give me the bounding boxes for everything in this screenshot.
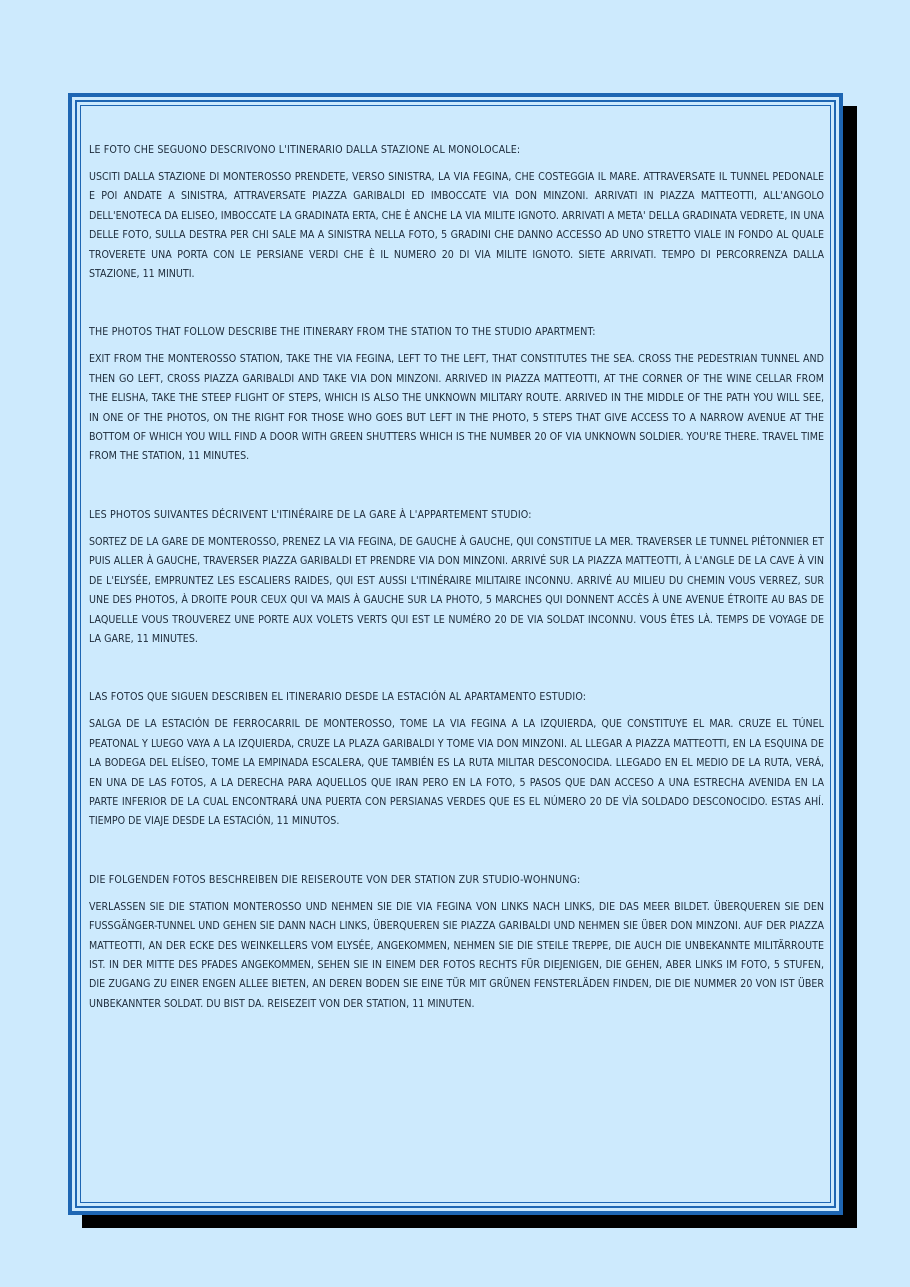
section-body: VERLASSEN SIE DIE STATION MONTEROSSO UND NEHMEN SIE DIE VIA FEGINA VON LINKS NACH LINKS, DIE DAS MEER BILDET. ÜBERQUEREN SIE DEN FUSSGÄNGER-TUNNEL UND GEHEN SIE DANN NACH LINKS, ÜBERQUEREN SIE PIAZZA GARIBALDI UND NEHMEN SIE ÜBER DON MINZONI. AUF DER PIAZZA MATTEOTTI, AN DER ECKE DES WEINKELLERS VOM ELYSÉE, ANGEKOMMEN, NEHMEN SIE DIE STEILE TREPPE, DIE AUCH DIE UNBEKANNTE MILITÄRROUTE IST. IN DER MITTE DES PFADES ANGEKOMMEN, SEHEN SIE IN EINEM DER FOTOS RECHTS FÜR DIEJENIGEN, DIE GEHEN, ABER LINKS IM FOTO, 5 STUFEN, DIE ZUGANG ZU EINER ENGEN ALLEE BIETEN, AN DEREN BODEN SIE EINE TÜR MIT GRÜNEN FENSTERLÄDEN FINDEN, DIE DIE NUMMER 20 VON IST ÜBER UNBEKANNTER SOLDAT. DU BIST DA. REISEZEIT VON DER STATION, 11 MINUTEN.: [89, 900, 824, 1010]
document-frame: [68, 93, 843, 1215]
section-english: [89, 325, 824, 466]
section-body: EXIT FROM THE MONTEROSSO STATION, TAKE THE VIA FEGINA, LEFT TO THE LEFT, THAT CONSTITUTES THE SEA. CROSS THE PEDESTRIAN TUNNEL AND THEN GO LEFT, CROSS PIAZZA GARIBALDI AND TAKE VIA DON MINZONI. ARRIVED IN PIAZZA MATTEOTTI, AT THE CORNER OF THE WINE CELLAR FROM THE ELISHA, TAKE THE STEEP FLIGHT OF STEPS, WHICH IS ALSO THE UNKNOWN MILITARY ROUTE. ARRIVED IN THE MIDDLE OF THE PATH YOU WILL SEE, IN ONE OF THE PHOTOS, ON THE RIGHT FOR THOSE WHO GOES BUT LEFT IN THE PHOTO, 5 STEPS THAT GIVE ACCESS TO A NARROW AVENUE AT THE BOTTOM OF WHICH YOU WILL FIND A DOOR WITH GREEN SHUTTERS WHICH IS THE NUMBER 20 OF VIA UNKNOWN SOLDIER. YOU'RE THERE. TRAVEL TIME FROM THE STATION, 11 MINUTES.: [89, 353, 824, 463]
section-french: [89, 508, 824, 649]
section-spanish: [89, 690, 824, 831]
section-heading: DIE FOLGENDEN FOTOS BESCHREIBEN DIE REISEROUTE VON DER STATION ZUR STUDIO-WOHNUNG:: [89, 873, 581, 886]
section-heading: LE FOTO CHE SEGUONO DESCRIVONO L'ITINERARIO DALLA STAZIONE AL MONOLOCALE:: [89, 144, 521, 156]
section-german: [89, 873, 824, 1014]
section-body: USCITI DALLA STAZIONE DI MONTEROSSO PRENDETE, VERSO SINISTRA, LA VIA FEGINA, CHE COSTEGGIA IL MARE. ATTRAVERSATE IL TUNNEL PEDONALE E POI ANDATE A SINISTRA, ATTRAVERSATE PIAZZA GARIBALDI ED IMBOCCATE VIA DON MINZONI. ARRIVATI IN PIAZZA MATTEOTTI, ALL'ANGOLO DELL'ENOTECA DA ELISEO, IMBOCCATE LA GRADINATA ERTA, CHE È ANCHE LA VIA MILITE IGNOTO. ARRIVATI A META' DELLA GRADINATA VEDRETE, IN UNA DELLE FOTO, SULLA DESTRA PER CHI SALE MA A SINISTRA NELLA FOTO, 5 GRADINI CHE DANNO ACCESSO AD UNO STRETTO VIALE IN FONDO AL QUALE TROVERETE UNA PORTA CON LE PERSIANE VERDI CHE È IL NUMERO 20 DI VIA MILITE IGNOTO. SIETE ARRIVATI. TEMPO DI PERCORRENZA DALLA STAZIONE, 11 MINUTI.: [89, 171, 824, 281]
section-heading: LAS FOTOS QUE SIGUEN DESCRIBEN EL ITINERARIO DESDE LA ESTACIÓN AL APARTAMENTO ESTUDIO:: [89, 691, 587, 704]
section-italian: [89, 143, 824, 284]
document-content: [89, 143, 824, 1055]
section-heading: LES PHOTOS SUIVANTES DÉCRIVENT L'ITINÉRAIRE DE LA GARE À L'APPARTEMENT STUDIO:: [89, 508, 532, 521]
section-body: SALGA DE LA ESTACIÓN DE FERROCARRIL DE MONTEROSSO, TOME LA VIA FEGINA A LA IZQUIERDA, QUE CONSTITUYE EL MAR. CRUZE EL TÚNEL PEATONAL Y LUEGO VAYA A LA IZQUIERDA, CRUZE LA PLAZA GARIBALDI Y TOME VIA DON MINZONI. AL LLEGAR A PIAZZA MATTEOTTI, EN LA ESQUINA DE LA BODEGA DEL ELÍSEO, TOME LA EMPINADA ESCALERA, QUE TAMBIÉN ES LA RUTA MILITAR DESCONOCIDA. LLEGADO EN EL MEDIO DE LA RUTA, VERÁ, EN UNA DE LAS FOTOS, A LA DERECHA PARA AQUELLOS QUE IRAN PERO EN LA FOTO, 5 PASOS QUE DAN ACCESO A UNA ESTRECHA AVENIDA EN LA PARTE INFERIOR DE LA CUAL ENCONTRARÁ UNA PUERTA CON PERSIANAS VERDES QUE ES EL NÚMERO 20 DE VÌA SOLDADO DESCONOCIDO. ESTAS AHÍ. TIEMPO DE VIAJE DESDE LA ESTACIÓN, 11 MINUTOS.: [89, 718, 824, 828]
section-body: SORTEZ DE LA GARE DE MONTEROSSO, PRENEZ LA VIA FEGINA, DE GAUCHE À GAUCHE, QUI CONSTITUE LA MER. TRAVERSER LE TUNNEL PIÉTONNIER ET PUIS ALLER À GAUCHE, TRAVERSER PIAZZA GARIBALDI ET PRENDRE VIA DON MINZONI. ARRIVÉ SUR LA PIAZZA MATTEOTTI, À L'ANGLE DE LA CAVE À VIN DE L'ELYSÉE, EMPRUNTEZ LES ESCALIERS RAIDES, QUI EST AUSSI L'ITINÉRAIRE MILITAIRE INCONNU. ARRIVÉ AU MILIEU DU CHEMIN VOUS VERREZ, SUR UNE DES PHOTOS, À DROITE POUR CEUX QUI VA MAIS À GAUCHE SUR LA PHOTO, 5 MARCHES QUI DONNENT ACCÈS À UNE AVENUE ÉTROITE AU BAS DE LAQUELLE VOUS TROUVEREZ UNE PORTE AUX VOLETS VERTS QUI EST LE NUMÉRO 20 DE VIA SOLDAT INCONNU. VOUS ÊTES LÀ. TEMPS DE VOYAGE DE LA GARE, 11 MINUTES.: [89, 535, 824, 645]
section-heading: THE PHOTOS THAT FOLLOW DESCRIBE THE ITINERARY FROM THE STATION TO THE STUDIO APARTMENT:: [89, 326, 596, 339]
